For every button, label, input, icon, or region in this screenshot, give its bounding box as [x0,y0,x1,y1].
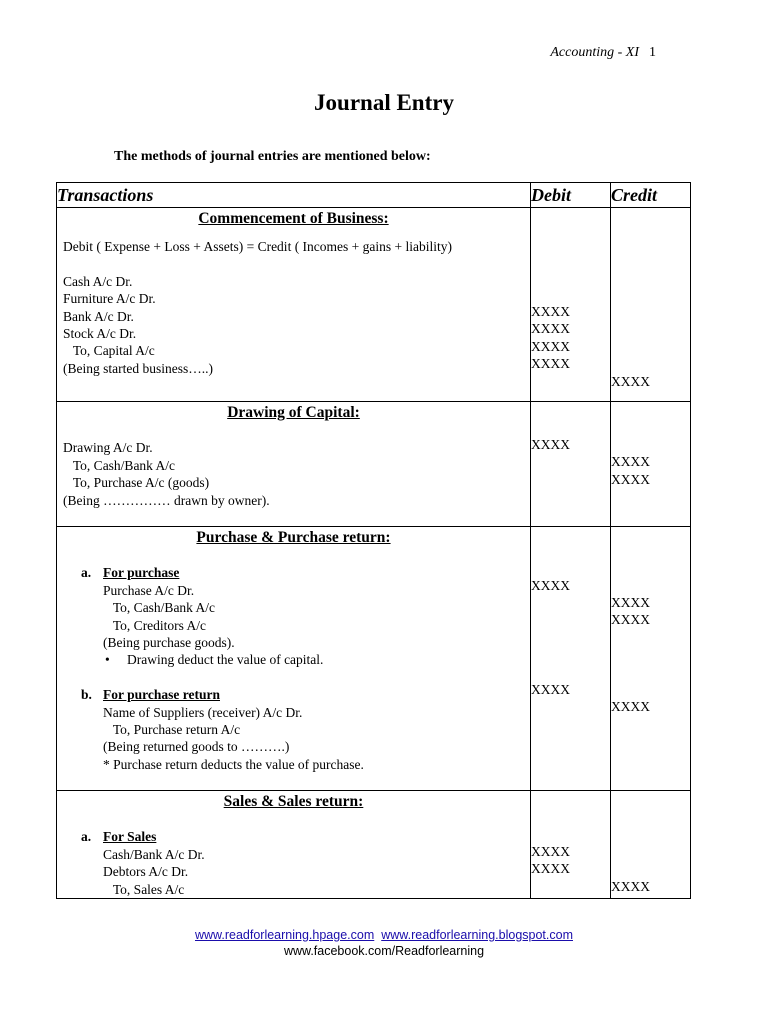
debit-amount: XXXX [531,321,570,337]
credit-amount: XXXX [611,454,650,470]
section-title: Drawing of Capital: [227,404,360,421]
section-drawing [57,402,691,527]
debit-amount: XXXX [531,844,570,859]
drawing-debit [531,402,611,527]
entry-line: To, Purchase return A/c [103,721,241,737]
commencement-credit [611,208,691,402]
subsection-heading: a. For Sales [81,829,157,845]
debit-amount: XXXX [531,338,570,354]
formula-text: Debit ( Expense + Loss + Assets) = Credit ( Incomes + gains + liability) [63,239,453,254]
commencement-transactions [57,208,531,402]
entry-line: Cash/Bank A/c Dr. [103,846,205,862]
credit-amount: XXXX [611,373,650,389]
section-title: Purchase & Purchase return: [196,529,391,546]
debit-amount: XXXX [531,304,570,319]
header-transactions: Transactions [57,183,531,208]
header-debit: Debit [531,183,611,208]
entry-line: To, Cash/Bank A/c [103,600,216,616]
note-line: * Purchase return deducts the value of purchase. [103,756,364,772]
purchase-transactions [57,527,531,791]
page-title: Journal Entry [314,90,454,115]
page-header [550,45,656,61]
bullet-note: • Drawing deduct the value of capital. [105,652,324,668]
entry-line: Purchase A/c Dr. [103,582,195,598]
narration-line: (Being purchase goods). [103,634,235,650]
entry-line: Bank A/c Dr. [63,308,134,324]
section-commencement [57,208,691,402]
journal-table [56,182,691,899]
entry-line: Drawing A/c Dr. [63,440,153,456]
debit-amount: XXXX [531,861,570,877]
subsection-heading: b. For purchase return [81,687,220,703]
debit-amount: XXXX [531,578,570,593]
table-header-row [57,183,691,208]
credit-amount: XXXX [611,698,650,714]
credit-amount: XXXX [611,471,650,487]
footer-link-hpage[interactable]: www.readforlearning.hpage.com [194,928,375,942]
section-purchase [57,527,691,791]
drawing-transactions [57,402,531,527]
section-title: Sales & Sales return: [223,793,364,810]
purchase-credit [611,527,691,791]
entry-line: Name of Suppliers (receiver) A/c Dr. [103,704,303,720]
commencement-debit [531,208,611,402]
sales-debit [531,791,611,899]
debit-amount: XXXX [531,437,570,452]
entry-line: Cash A/c Dr. [63,273,133,289]
entry-line: Stock A/c Dr. [63,325,137,341]
entry-line: To, Sales A/c [103,881,185,897]
narration-line: (Being returned goods to ……….) [103,739,290,755]
entry-line: To, Capital A/c [63,343,155,359]
credit-amount: XXXX [611,612,650,628]
entry-line: To, Cash/Bank A/c [63,457,176,473]
purchase-debit [531,527,611,791]
subsection-heading: a. For purchase [81,565,180,581]
sales-transactions [57,791,531,899]
entry-line: To, Creditors A/c [103,617,207,633]
credit-amount: XXXX [611,878,650,894]
page-number: 1 [649,45,656,60]
intro-text: The methods of journal entries are mentioned below: [114,149,431,164]
debit-amount: XXXX [531,356,570,372]
sales-credit [611,791,691,899]
narration-line: (Being …………… drawn by owner). [63,492,270,508]
page-footer [0,927,768,959]
entry-line: To, Purchase A/c (goods) [63,475,210,491]
credit-amount: XXXX [611,595,650,610]
debit-amount: XXXX [531,682,570,698]
section-title: Commencement of Business: [198,210,389,227]
entry-line: Furniture A/c Dr. [63,291,156,307]
footer-facebook: www.facebook.com/Readforlearning [283,944,485,958]
subject-label: Accounting - XI [550,45,639,60]
section-sales [57,791,691,899]
narration-line: (Being started business…..) [63,360,213,376]
drawing-credit [611,402,691,527]
entry-line: Debtors A/c Dr. [103,864,189,880]
header-credit: Credit [611,183,691,208]
footer-link-blogspot[interactable]: www.readforlearning.blogspot.com [381,928,573,942]
